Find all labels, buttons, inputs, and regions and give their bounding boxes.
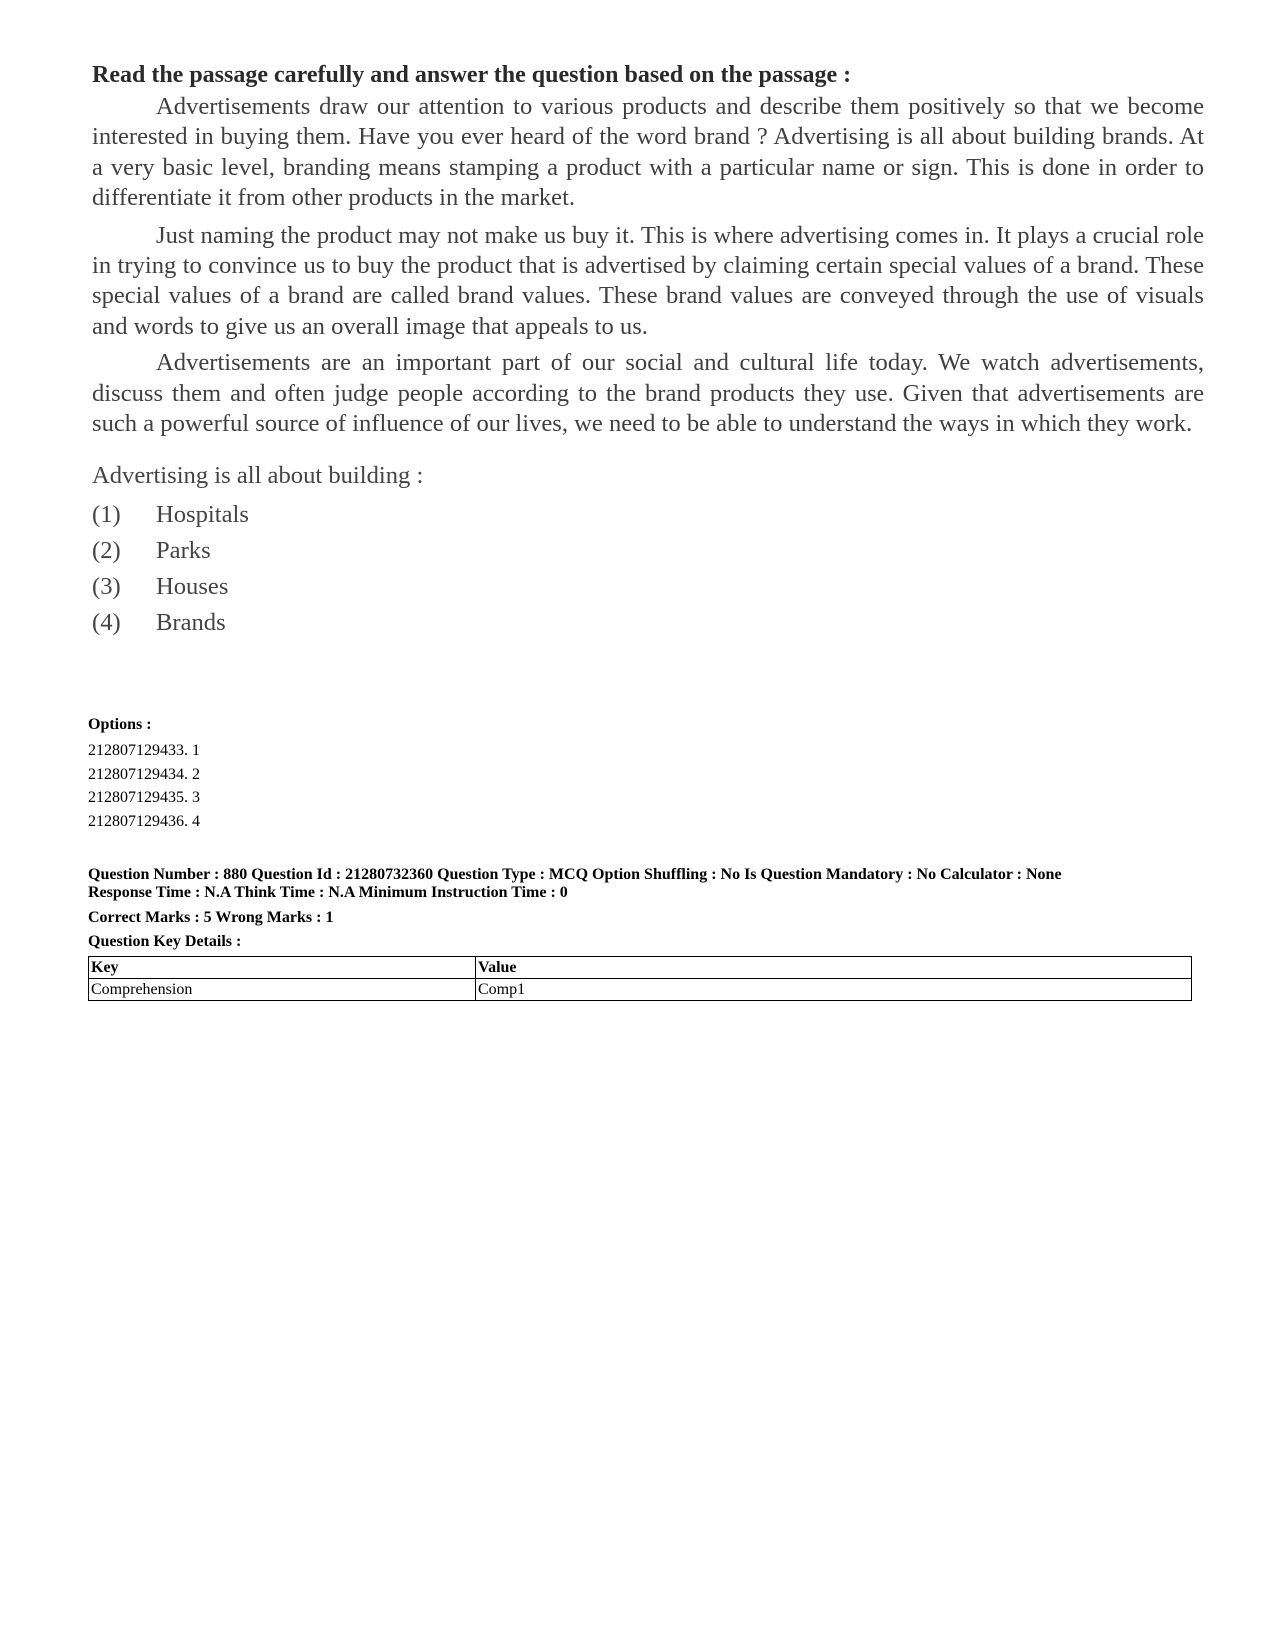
key-details-heading: Question Key Details : (88, 933, 242, 950)
choice-text: Houses (156, 573, 229, 601)
choice-text: Hospitals (156, 501, 249, 529)
key-details-table (88, 956, 1192, 1001)
options-list (88, 739, 1192, 833)
choice-number: (2) (92, 537, 121, 565)
question-info (88, 866, 1192, 902)
options-heading: Options : (88, 716, 152, 733)
passage-paragraph-3: Advertisements are an important part of our social and cultural life today. We watch advertisements, discuss them and often judge people according to the brand products they use. Given that advertisements are such a powerful source of influence of our lives, we need to be able to understand the ways in which they work. (92, 349, 1204, 438)
table-cell-key: Comprehension (89, 979, 476, 1001)
column-header-value: Value (476, 957, 1192, 979)
choice-1 (92, 497, 1204, 533)
choice-text: Brands (156, 609, 226, 637)
question-info-line-2: Response Time : N.A Think Time : N.A Minimum Instruction Time : 0 (88, 884, 568, 901)
passage-paragraph-2: Just naming the product may not make us buy it. This is where advertising comes in. It plays a crucial role in trying to convince us to buy the product that is advertised by claiming certain special values of a brand. These special values of a brand are called brand values. These brand values are conveyed through the use of visuals and words to give us an overall image that appeals to us. (92, 221, 1204, 340)
option-item: 212807129436. 4 (88, 812, 200, 830)
passage-instruction: Read the passage carefully and answer the question based on the passage : (92, 62, 852, 88)
table-row (89, 979, 1192, 1001)
table-header-row (89, 957, 1192, 979)
choice-4 (92, 605, 1204, 641)
question-info-line-1: Question Number : 880 Question Id : 21280732360 Question Type : MCQ Option Shuffling : No Is Question Mandatory : No Calculator : None (88, 866, 1062, 883)
question-text: Advertising is all about building : (92, 462, 424, 490)
choice-number: (4) (92, 609, 121, 637)
column-header-key: Key (89, 957, 476, 979)
marks-info: Correct Marks : 5 Wrong Marks : 1 (88, 909, 334, 926)
table-cell-value: Comp1 (476, 979, 1192, 1001)
choice-number: (1) (92, 501, 121, 529)
choice-3 (92, 569, 1204, 605)
question-image (92, 58, 1204, 641)
option-item: 212807129435. 3 (88, 789, 200, 806)
choice-number: (3) (92, 573, 121, 601)
option-item: 212807129434. 2 (88, 765, 200, 783)
option-item: 212807129433. 1 (88, 742, 200, 759)
passage-paragraph-1: Advertisements draw our attention to various products and describe them positively so that we become interested in buying them. Have you ever heard of the word brand ? Advertising is all about building brands. At a very basic level, branding means stamping a product with a particular name or sign. This is done in order to differentiate it from other products in the market. (92, 93, 1204, 212)
choice-text: Parks (156, 537, 211, 565)
choice-2 (92, 533, 1204, 569)
